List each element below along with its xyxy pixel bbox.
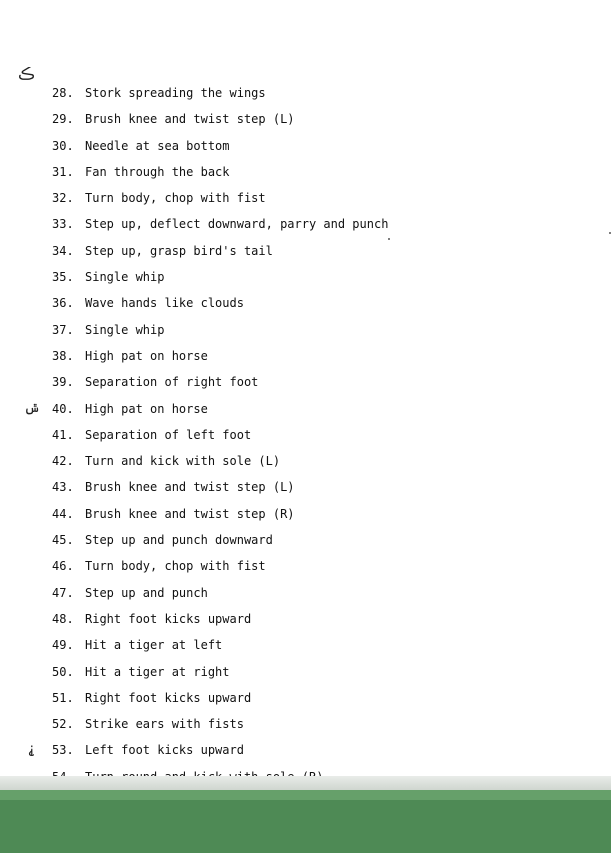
item-number: 35. [52, 270, 74, 285]
item-text: Wave hands like clouds [85, 296, 244, 311]
item-text: Left foot kicks upward [85, 743, 244, 758]
list-item [52, 267, 388, 293]
list-item [52, 346, 388, 372]
item-text: Right foot kicks upward [85, 690, 252, 705]
item-number: 28. [52, 86, 74, 100]
bottom-bar-highlight [0, 790, 611, 800]
list-item [52, 635, 388, 661]
list-item [52, 136, 388, 162]
list-item [52, 530, 388, 556]
list-item [52, 583, 388, 609]
list-item [52, 714, 388, 740]
item-text: Brush knee and twist step (R) [85, 506, 295, 521]
item-number: 31. [52, 164, 74, 179]
list-item [52, 214, 388, 240]
handwritten-mark: ڪ [18, 64, 35, 83]
item-text: Separation of left foot [85, 427, 252, 442]
list-item [52, 425, 388, 451]
list-item [52, 451, 388, 477]
item-number: 47. [52, 585, 74, 600]
item-number: 43. [52, 480, 74, 495]
list-item [52, 662, 388, 688]
item-text: Needle at sea bottom [85, 138, 230, 153]
item-text: Turn and kick with sole (L) [85, 454, 281, 469]
item-number: 39. [52, 375, 74, 390]
item-text: Step up and punch [85, 585, 208, 600]
item-number: 38. [52, 348, 74, 363]
list-item [52, 372, 388, 398]
list-item [52, 740, 388, 766]
item-text: Hit a tiger at right [85, 664, 230, 679]
list-item [52, 188, 388, 214]
item-text: Turn body, chop with fist [85, 559, 266, 574]
list-item [52, 293, 388, 319]
movement-list [52, 83, 388, 793]
item-number: 29. [52, 112, 74, 127]
handwritten-mark: ⸘ [28, 742, 35, 757]
item-number: 53. [52, 743, 74, 758]
item-text: Turn body, chop with fist [85, 191, 266, 206]
list-item [52, 556, 388, 582]
item-text: High pat on horse [85, 401, 208, 416]
item-number: 44. [52, 506, 74, 521]
item-text: Step up, grasp bird's tail [85, 243, 273, 258]
item-number: 34. [52, 243, 74, 258]
item-number: 50. [52, 664, 74, 679]
item-number: 45. [52, 533, 74, 548]
item-text: Stork spreading the wings [85, 86, 266, 100]
item-text: Single whip [85, 270, 165, 285]
item-number: 46. [52, 559, 74, 574]
item-number: 33. [52, 217, 74, 232]
item-number: 49. [52, 638, 74, 653]
item-number: 48. [52, 611, 74, 626]
item-text: Right foot kicks upward [85, 611, 252, 626]
item-number: 52. [52, 717, 74, 732]
item-number: 30. [52, 138, 74, 153]
item-text: Separation of right foot [85, 375, 259, 390]
list-item [52, 688, 388, 714]
item-text: Single whip [85, 322, 165, 337]
list-item [52, 609, 388, 635]
item-text: Hit a tiger at left [85, 638, 223, 653]
item-text: Step up and punch downward [85, 533, 273, 548]
item-number: 37. [52, 322, 74, 337]
item-number: 32. [52, 191, 74, 206]
list-item [52, 109, 388, 135]
list-item [52, 320, 388, 346]
item-text: Strike ears with fists [85, 717, 244, 732]
item-number: 51. [52, 690, 74, 705]
item-number: 36. [52, 296, 74, 311]
item-text: High pat on horse [85, 348, 208, 363]
item-text: Brush knee and twist step (L) [85, 112, 295, 127]
item-text: Step up, deflect downward, parry and punch [85, 217, 389, 232]
item-text: Brush knee and twist step (L) [85, 480, 295, 495]
list-item [52, 83, 388, 109]
handwritten-mark: ݜ [24, 400, 41, 416]
list-item [52, 241, 388, 267]
scan-edge [0, 776, 611, 790]
item-number: 41. [52, 427, 74, 442]
item-text: Fan through the back [85, 164, 230, 179]
item-number: 40. [52, 401, 74, 416]
list-item [52, 504, 388, 530]
list-item [52, 162, 388, 188]
list-item [52, 477, 388, 503]
list-item [52, 399, 388, 425]
item-number: 42. [52, 454, 74, 469]
